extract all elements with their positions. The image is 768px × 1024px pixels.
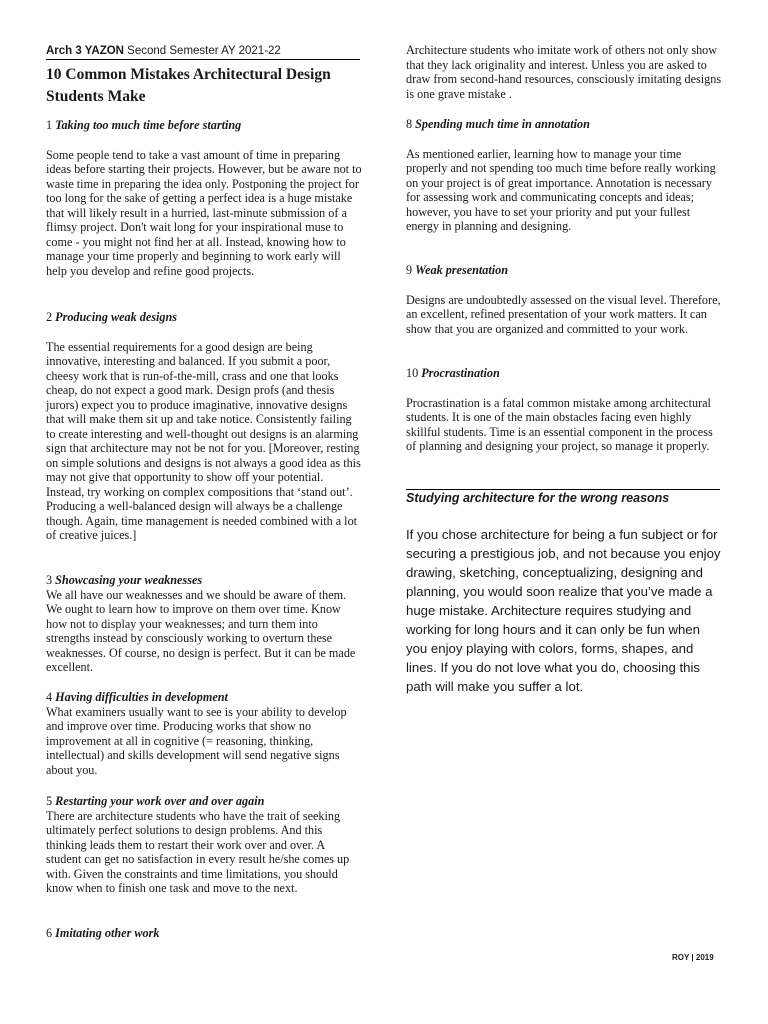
mistake-title: Imitating other work [55, 926, 160, 940]
mistake-6-heading-block [46, 926, 362, 941]
mistake-number: 5 [46, 794, 56, 808]
mistake-2 [46, 310, 362, 543]
mistake-number: 4 [46, 690, 56, 704]
mistake-6-continued [406, 43, 722, 101]
mistake-3 [46, 573, 362, 675]
mistake-number: 10 [406, 366, 422, 380]
page-footer: ROY | 2019 [672, 953, 714, 962]
mistake-heading [406, 366, 722, 381]
mistake-number: 8 [406, 117, 416, 131]
mistake-10 [406, 366, 722, 454]
mistake-title: Producing weak designs [55, 310, 178, 324]
mistake-heading [46, 794, 362, 809]
page-title: 10 Common Mistakes Architectural Design Students Make [46, 66, 331, 105]
mistake-8 [406, 117, 722, 234]
mistake-title: Taking too much time before starting [55, 118, 242, 132]
mistake-title: Procrastination [421, 366, 500, 380]
mistake-title: Restarting your work over and over again [55, 794, 265, 808]
mistake-heading [46, 118, 362, 133]
mistake-body: Some people tend to take a vast amount of time in preparing ideas before starting their projects. However, but be aware not to waste time in preparing the idea only. Postponing the project for too long for the sake of getting a perfect idea is a huge mistake that will likely result in a hurried, last-minute submission of a flimsy project. Don't wait long for your inspirational muse to come - you might not find her at all. Instead, knowing how to manage your time properly and beginning to work early will help you develop and refine good projects. [46, 147, 362, 278]
course-line [46, 45, 360, 60]
mistake-number: 9 [406, 263, 416, 277]
mistake-number: 2 [46, 310, 56, 324]
mistake-heading [46, 310, 362, 325]
mistake-number: 1 [46, 118, 56, 132]
mistake-body: We all have our weaknesses and we should be aware of them. We ought to learn how to improve on them over time. Know how not to display your weaknesses; and turn them into strengths instead by consciously working to overturn these weaknesses. Of course, no design is perfect. But it can be made excellent. [46, 587, 356, 674]
mistake-9 [406, 263, 722, 336]
mistake-body: Procrastination is a fatal common mistake among architectural students. It is one of the main obstacles facing even highly skillful students. Time is an essential component in the process of planning and designing your project, so manage it properly. [406, 395, 713, 453]
course-code: Arch 3 YAZON [46, 45, 124, 57]
mistake-body: As mentioned earlier, learning how to manage your time properly and not spending too much time before really working on your project is of great importance. Annotation is necessary for assessing work and communicating concepts and ideas; however, you have to set your priority and put your fullest energy in planning and designing. [406, 146, 716, 233]
mistake-title: Spending much time in annotation [415, 117, 590, 131]
mistake-title: Weak presentation [415, 263, 509, 277]
mistake-5 [46, 794, 362, 896]
mistake-body: The essential requirements for a good design are being innovative, interesting and balanced. If you submit a poor, cheesy work that is run-of-the-mill, crass and one that looks cheap, do not expect a good mark. Design profs (and thesis jurors) expect you to produce imaginative, innovative designs that will make them sit up and take notice. Consistently failing to create interesting and well-thought out designs is an alarming sign that architecture may not be not for you. [Moreover, resting on simple solutions and designs is not always a good idea as this may not give that opportunity to show off your potential. Instead, try working on complex compositions that ‘stand out’. Producing a well-balanced design will always be a challenge though. Again, time management is needed combined with a lot of creative juices.] [46, 339, 361, 542]
mistake-title: Having difficulties in development [55, 690, 228, 704]
mistake-number: 6 [46, 926, 56, 940]
mistake-1 [46, 118, 362, 278]
section-body: If you chose architecture for being a fun subject or for securing a prestigious job, and not because you enjoy drawing, sketching, conceptualizing, designing and planning, you would soon realize that you’ve made a huge mistake. Architecture requires studying and working for long hours and it can only be fun when you enjoy playing with colors, forms, shapes, and lines. If you do not love what you do, choosing this path will make you suffer a lot. [406, 527, 721, 694]
mistake-title: Showcasing your weaknesses [55, 573, 203, 587]
mistake-heading [406, 263, 722, 278]
section-heading: Studying architecture for the wrong reasons [406, 489, 720, 506]
mistake-body: Architecture students who imitate work of others not only show that they lack originality and interest. Unless you are asked to draw from second-hand resources, consciously imitating designs is one grave mistake . [406, 43, 722, 101]
mistake-heading [406, 117, 722, 132]
mistake-body: What examiners usually want to see is your ability to develop and improve over time. Producing works that show no improvement at all in cognitive (= reasoning, thinking, intellectual) and skills development will send negative signs about you. [46, 704, 347, 777]
mistake-heading [46, 573, 362, 588]
mistake-body: Designs are undoubtedly assessed on the visual level. Therefore, an excellent, refined presentation of your work matters. It can show that you are organized and committed to your work. [406, 292, 721, 336]
mistake-body: There are architecture students who have the trait of seeking ultimately perfect solutions to design problems. And this thinking leads them to restart their work over and over. A student can get no satisfaction in every result he/she comes up with. Given the constraints and time limitations, you should know when to finish one task and move to the next. [46, 808, 350, 895]
mistake-heading [46, 926, 362, 941]
mistake-number: 3 [46, 573, 56, 587]
course-semester: Second Semester AY 2021-22 [123, 45, 281, 57]
mistake-heading [46, 690, 362, 705]
mistake-4 [46, 690, 362, 777]
